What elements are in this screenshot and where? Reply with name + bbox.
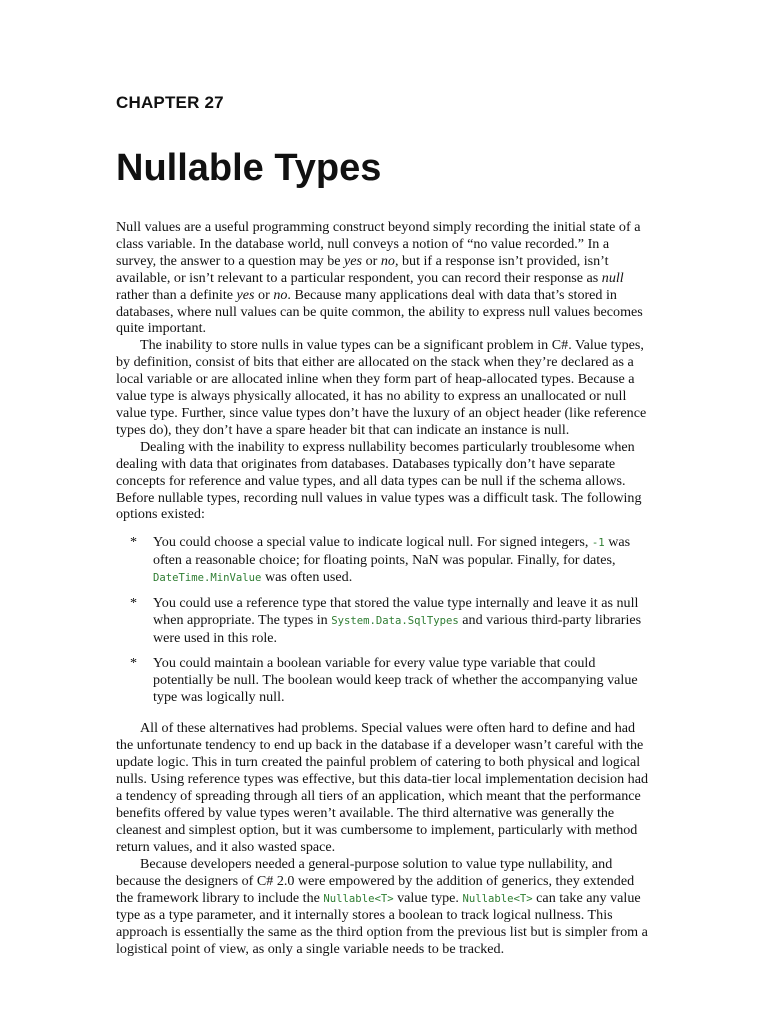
inline-code: -1 (591, 537, 605, 550)
text-run: You could choose a special value to indicate logical null. For signed integers, (153, 534, 592, 551)
paragraph-nullable-t (116, 856, 652, 958)
bullet-marker: * (130, 595, 138, 612)
italic-term: no (380, 252, 395, 269)
inline-code: Nullable<T> (323, 892, 394, 905)
text-run: can take any value type as a type parameter, and it internally stores a boolean to track logical nullness. This approach is essentially the same as the third option from the previous list but is simpler from a logistical point of view, as only a single variable needs to be tracked. (116, 889, 648, 958)
chapter-title: Nullable Types (116, 147, 382, 189)
inline-code: System.Data.SqlTypes (331, 614, 459, 627)
text-run: or (362, 252, 381, 269)
inline-code: Nullable<T> (462, 892, 533, 905)
italic-term: no (273, 286, 288, 303)
list-item (116, 534, 652, 587)
list-item (116, 595, 652, 647)
bullet-marker: * (130, 534, 138, 551)
text-run: You could maintain a boolean variable for every value type variable that could potentially be null. The boolean would keep track of whether the accompanying value type was logically null. (153, 654, 638, 705)
text-run: and various third-party libraries were used in this role. (153, 611, 642, 646)
paragraph-databases: Dealing with the inability to express nullability becomes particularly troublesome when dealing with data that originates from databases. Databases typically don’t have separate concepts for reference and value types, and all data types can be null if the schema allows. Before nullable types, recording null values in value types was a difficult task. The following options existed: (116, 438, 642, 523)
text-run: You could use a reference type that stored the value type internally and leave it as null when appropriate. The types in (153, 595, 639, 628)
chapter-body (116, 219, 652, 958)
inline-code: DateTime.MinValue (153, 572, 262, 585)
text-run: rather than a definite (116, 286, 237, 303)
text-run: value type. (393, 889, 463, 906)
text-run: Null values are a useful programming construct beyond simply recording the initial state of a class variable. In the database world, null conveys a notion of “no value recorded.” In a survey, the answer to a question may be (116, 219, 641, 269)
chapter-label: CHAPTER 27 (116, 93, 224, 112)
bullet-marker: * (130, 654, 138, 671)
list-item (116, 655, 652, 706)
paragraph-value-types: The inability to store nulls in value types can be a significant problem in C#. Value types, by definition, consist of bits that either are allocated on the stack when they’re declared as a local variable or are allocated inline when they form part of heap-allocated types. Because a value type is always physically allocated, it has no ability to express an unallocated or null value type. Further, since value types don’t have the luxury of an object header (like reference types do), they don’t have a spare header bit that can indicate an instance is null. (116, 337, 647, 438)
italic-term: null (601, 269, 624, 286)
text-run: was often a reasonable choice; for floating points, NaN was popular. Finally, for dates, (153, 534, 631, 569)
text-run: Because developers needed a general-purpose solution to value type nullability, and because the designers of C# 2.0 were empowered by the addition of generics, they extended the framework library to include the (116, 855, 635, 906)
text-run: , but if a response isn’t provided, isn’t available, or isn’t relevant to a particular respondent, you can record their response as (116, 252, 609, 286)
options-list (116, 534, 652, 705)
italic-term: yes (344, 252, 363, 269)
text-run: . Because many applications deal with data that’s stored in databases, where null values can be quite common, the ability to express null values becomes quite important. (116, 286, 643, 337)
paragraph-intro (116, 219, 652, 337)
text-run: was often used. (261, 569, 353, 586)
text-run: or (254, 286, 274, 303)
italic-term: yes (236, 286, 255, 303)
paragraph-alternatives: All of these alternatives had problems. Special values were often hard to define and had the unfortunate tendency to end up back in the database if a developer wasn’t careful with the update logic. This in turn created the painful problem of catering to both physical and logical nulls. Using reference types was effective, but this data-tier local implementation decision had a tendency of spreading through all tiers of an application, which meant that the performance benefits offered by value types weren’t available. The third alternative was generally the cleanest and simplest option, but it was cumbersome to implement, particularly with method return values, and it also wasted space. (116, 720, 648, 855)
